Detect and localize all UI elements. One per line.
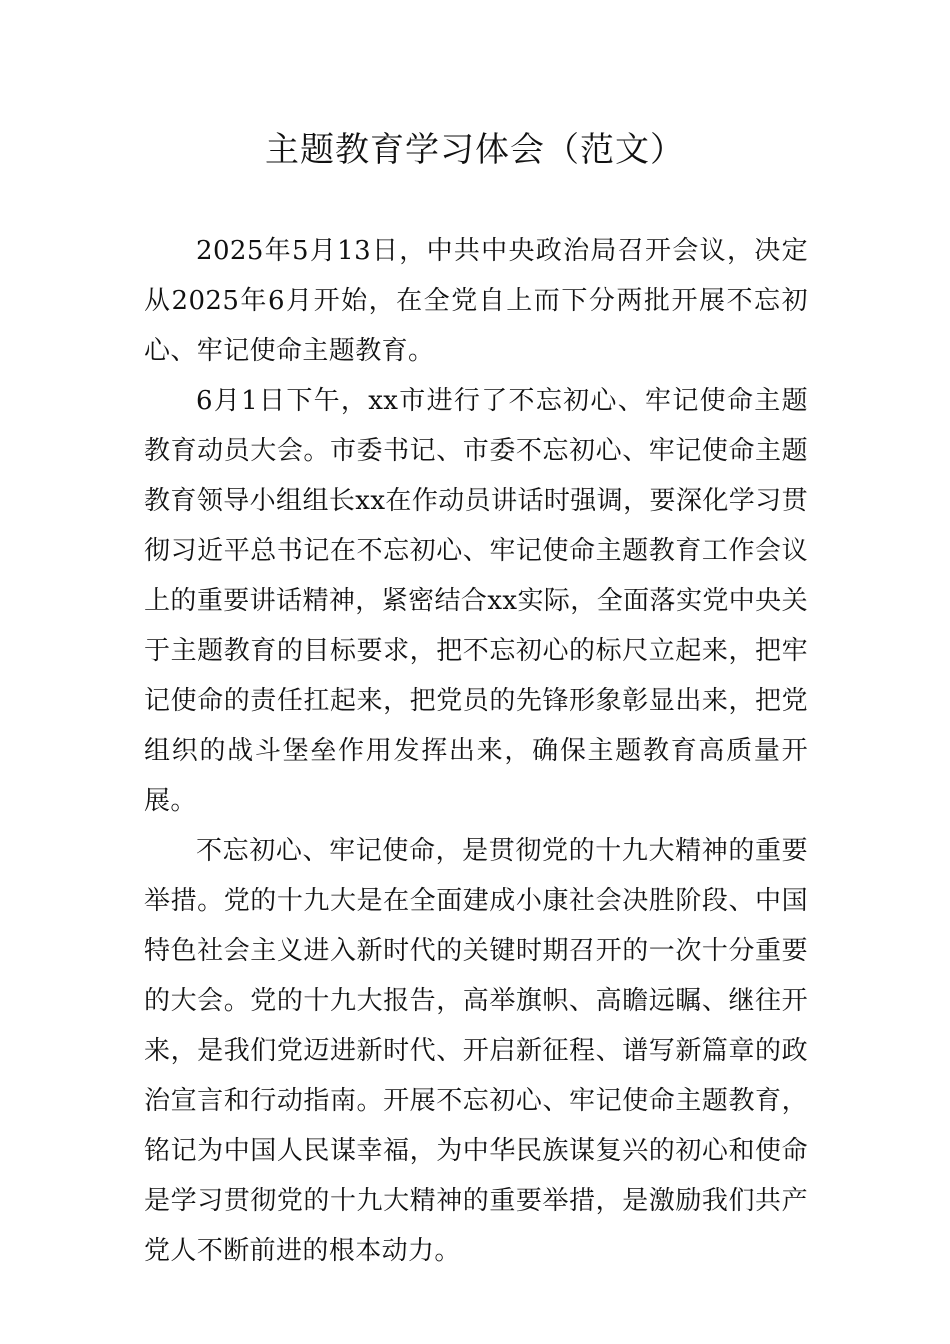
paragraph-1: 2025年5月13日，中共中央政治局召开会议，决定从2025年6月开始，在全党自上而下分两批开展不忘初心、牢记使命主题教育。: [144, 236, 808, 366]
document-title: 主题教育学习体会（范文）: [265, 130, 685, 170]
paragraph-2: 6月1日下午，xx市进行了不忘初心、牢记使命主题教育动员大会。市委书记、市委不忘初心、牢记使命主题教育领导小组组长xx在作动员讲话时强调，要深化学习贯彻习近平总书记在不忘初心、牢记使命主题教育工作会议上的重要讲话精神，紧密结合xx实际，全面落实党中央关于主题教育的目标要求，把不忘初心的标尺立起来，把牢记使命的责任扛起来，把党员的先锋形象彰显出来，把党组织的战斗堡垒作用发挥出来，确保主题教育高质量开展。: [144, 386, 808, 816]
paragraph-3: 不忘初心、牢记使命，是贯彻党的十九大精神的重要举措。党的十九大是在全面建成小康社会决胜阶段、中国特色社会主义进入新时代的关键时期召开的一次十分重要的大会。党的十九大报告，高举旗帜、高瞻远瞩、继往开来，是我们党迈进新时代、开启新征程、谱写新篇章的政治宣言和行动指南。开展不忘初心、牢记使命主题教育，铭记为中国人民谋幸福，为中华民族谋复兴的初心和使命是学习贯彻党的十九大精神的重要举措，是激励我们共产党人不断前进的根本动力。: [144, 836, 808, 1266]
document-body: [144, 226, 808, 1276]
